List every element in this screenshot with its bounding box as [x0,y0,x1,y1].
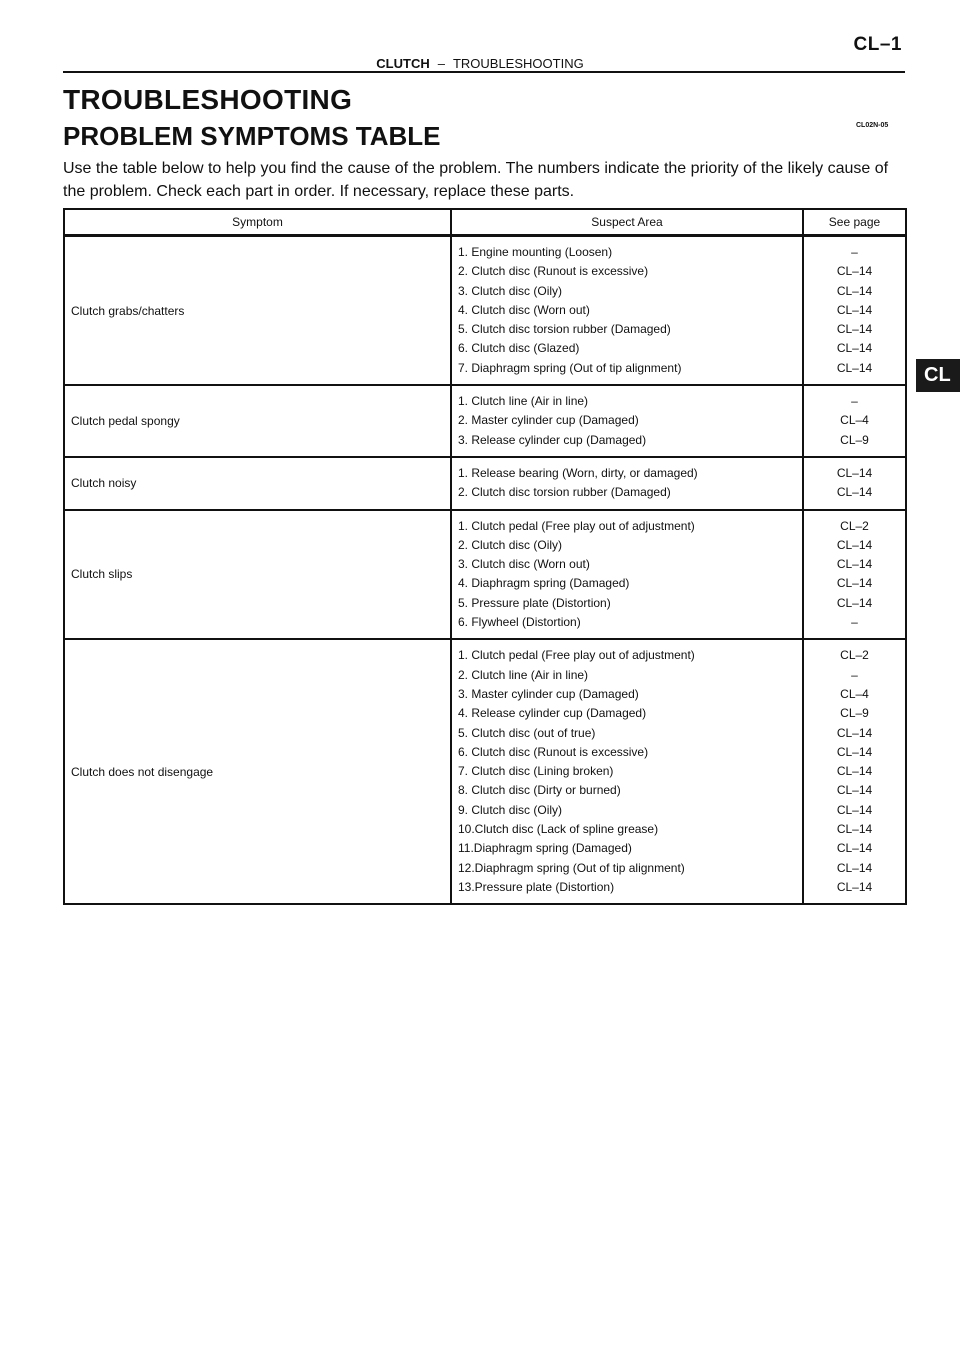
suspect-area-item: 5. Pressure plate (Distortion) [458,595,611,610]
see-page-item: – [851,245,858,259]
see-page-item: CL–14 [836,725,873,740]
page-number: CL–1 [853,34,902,55]
intro-paragraph: Use the table below to help you find the cause of the problem. The numbers indicate the priority of the likely cause of the problem. Check each part in order. If necessary, replace these parts. [63,160,889,200]
see-page-item: CL–14 [836,783,873,798]
symptom-cell: Clutch noisy [64,457,451,510]
see-page-item: CL–14 [836,264,873,279]
suspect-area-item: 1. Release bearing (Worn, dirty, or damaged) [458,465,698,480]
suspect-area-item: 2. Master cylinder cup (Damaged) [458,413,639,428]
suspect-area-item: 2. Clutch disc (Runout is excessive) [458,264,649,279]
suspect-area-item: 4. Clutch disc (Worn out) [458,302,590,317]
see-page-item: CL–14 [836,841,873,856]
see-page-item: – [851,667,858,682]
suspect-area-item: 6. Clutch disc (Glazed) [458,341,580,356]
see-page-cell [803,385,906,457]
page-title: TROUBLESHOOTING [63,84,353,115]
suspect-area-item: 8. Clutch disc (Dirty or burned) [458,783,621,798]
see-page-item: CL–14 [836,485,873,500]
header-rule [63,71,905,73]
see-page-cell [803,510,906,640]
suspect-area-item: 13.Pressure plate (Distortion) [458,879,615,894]
suspect-area-cell [451,639,803,904]
symptom-cell: Clutch grabs/chatters [64,236,451,386]
suspect-area-item: 2. Clutch disc (Oily) [458,537,563,552]
suspect-area-item: 1. Clutch pedal (Free play out of adjustment) [458,518,695,533]
suspect-area-item: 4. Release cylinder cup (Damaged) [458,706,647,721]
see-page-item: CL–14 [836,341,873,356]
see-page-item: – [851,615,858,630]
problem-symptoms-table [63,208,907,905]
see-page-item: CL–14 [836,595,873,610]
suspect-area-item: 2. Clutch disc torsion rubber (Damaged) [458,485,671,500]
see-page-cell [803,639,906,904]
symptom-cell: Clutch pedal spongy [64,385,451,457]
see-page-item: CL–14 [836,302,873,317]
see-page-item: CL–14 [836,822,873,837]
see-page-item: CL–14 [836,322,873,337]
suspect-area-item: 4. Diaphragm spring (Damaged) [458,576,630,591]
table-row [64,457,906,510]
symptom-cell: Clutch slips [64,510,451,640]
suspect-area-item: 3. Master cylinder cup (Damaged) [458,686,639,701]
see-page-item: – [851,394,858,409]
section-name: CLUTCH [376,56,430,71]
see-page-item: CL–14 [836,283,873,298]
see-page-item: CL–2 [840,648,869,663]
see-page-cell [803,236,906,386]
see-page-item: CL–2 [840,518,869,533]
suspect-area-item: 5. Clutch disc torsion rubber (Damaged) [458,322,671,337]
see-page-item: CL–14 [836,557,873,572]
suspect-area-item: 3. Clutch disc (Oily) [458,283,563,298]
see-page-item: CL–14 [836,802,873,817]
see-page-item: CL–14 [836,360,873,375]
see-page-item: CL–4 [840,413,869,428]
see-page-item: CL–14 [836,576,873,591]
symptom-cell: Clutch does not disengage [64,639,451,904]
suspect-area-item: 1. Clutch line (Air in line) [458,394,589,409]
see-page-item: CL–9 [840,706,869,721]
see-page-item: CL–14 [836,537,873,552]
see-page-item: CL–14 [836,879,873,894]
table-row [64,639,906,904]
header-symptom: Symptom [64,209,451,236]
suspect-area-item: 6. Clutch disc (Runout is excessive) [458,744,649,759]
suspect-area-item: 3. Release cylinder cup (Damaged) [458,432,647,447]
suspect-area-cell [451,510,803,640]
header-suspect-area: Suspect Area [451,209,803,236]
suspect-area-item: 12.Diaphragm spring (Out of tip alignment) [458,860,685,875]
see-page-item: CL–14 [836,744,873,759]
reference-code: CL02N-05 [856,122,889,129]
suspect-area-item: 1. Clutch pedal (Free play out of adjustment) [458,648,695,663]
suspect-area-cell [451,236,803,386]
table-header-row [64,209,906,236]
see-page-item: CL–14 [836,764,873,779]
suspect-area-item: 10.Clutch disc (Lack of spline grease) [458,822,659,837]
section-title: PROBLEM SYMPTOMS TABLE [63,121,441,151]
table-row [64,385,906,457]
table-row [64,510,906,640]
running-header [0,56,960,71]
suspect-area-item: 2. Clutch line (Air in line) [458,667,589,682]
header-see-page: See page [803,209,906,236]
suspect-area-item: 9. Clutch disc (Oily) [458,802,563,817]
see-page-item: CL–14 [836,860,873,875]
see-page-item: CL–9 [840,432,869,447]
see-page-item: CL–4 [840,686,869,701]
see-page-item: CL–14 [836,465,873,480]
suspect-area-item: 1. Engine mounting (Loosen) [458,245,613,259]
section-tab: CL [916,359,960,392]
suspect-area-item: 6. Flywheel (Distortion) [458,615,581,630]
table-row [64,236,906,386]
suspect-area-item: 11.Diaphragm spring (Damaged) [458,841,632,856]
see-page-cell [803,457,906,510]
subsection-name: TROUBLESHOOTING [452,56,584,71]
suspect-area-item: 3. Clutch disc (Worn out) [458,557,590,572]
suspect-area-item: 7. Diaphragm spring (Out of tip alignment) [458,360,682,375]
header-separator: – [437,56,445,71]
suspect-area-cell [451,457,803,510]
suspect-area-item: 7. Clutch disc (Lining broken) [458,764,614,779]
suspect-area-cell [451,385,803,457]
suspect-area-item: 5. Clutch disc (out of true) [458,725,596,740]
